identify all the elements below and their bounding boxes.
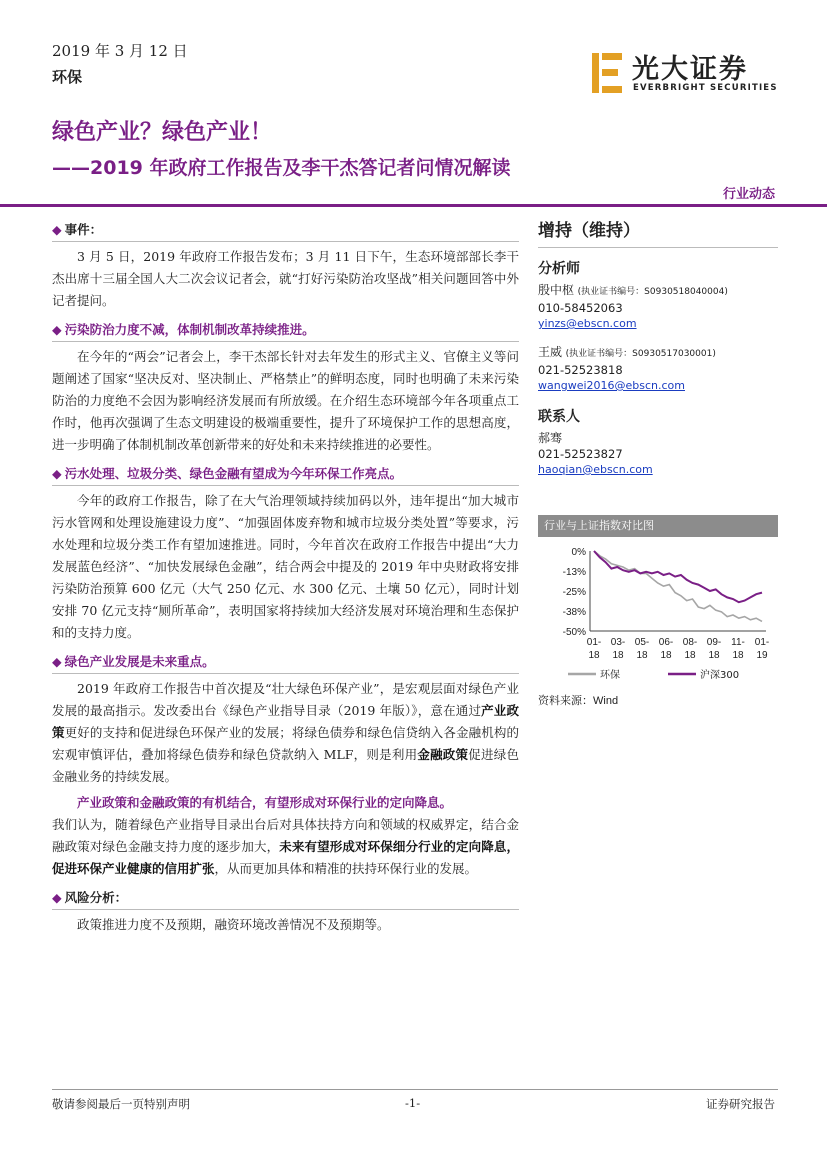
diamond-icon: ◆ [52, 322, 62, 337]
legend-label: 沪深300 [700, 670, 740, 681]
contact-1 [538, 430, 778, 478]
x-tick-label-year: 18 [708, 650, 720, 661]
diamond-icon: ◆ [52, 222, 62, 237]
bold-industrial-policy: 产业政策 [52, 703, 519, 740]
brand-logo [590, 47, 780, 99]
x-tick-label: 06- [658, 637, 674, 648]
y-tick-label: -25% [562, 587, 586, 598]
contact-heading: 联系人 [538, 409, 580, 425]
analyst-cert: (执业证书编号：S0930518040004) [577, 287, 728, 297]
x-tick-label-year: 18 [732, 650, 744, 661]
analyst-heading: 分析师 [538, 261, 580, 277]
x-tick-label-year: 18 [636, 650, 648, 661]
main-content [52, 216, 519, 940]
analyst-2 [538, 344, 778, 394]
report-sector: 环保 [52, 69, 83, 86]
bold-financial-policy: 金融政策 [417, 747, 469, 762]
risk-text: 政策推进力度不及预期，融资环境改善情况不及预期等。 [77, 917, 390, 932]
y-tick-label: -38% [562, 607, 586, 618]
footer-divider [52, 1089, 778, 1090]
diamond-icon: ◆ [52, 466, 62, 481]
section-1-heading: ◆ 污染防治力度不减，体制机制改革持续推进。 [52, 316, 519, 342]
analyst-name: 殷中枢 [538, 283, 575, 297]
y-tick-label: -50% [562, 627, 586, 638]
chart-title: 行业与上证指数对比图 [538, 515, 778, 537]
y-tick-label: -13% [562, 567, 586, 578]
x-tick-label-year: 19 [756, 650, 768, 661]
section-3-heading: ◆ 绿色产业发展是未来重点。 [52, 648, 519, 674]
legend-label: 环保 [600, 670, 620, 681]
analyst-name: 王威 [538, 345, 563, 359]
risk-heading: ◆ 风险分析： [52, 884, 519, 910]
x-tick-label-year: 18 [612, 650, 624, 661]
section-3-text: 2019 年政府工作报告中首次提及“壮大绿色环保产业”，是宏观层面对绿色产业发展的最高指示。发改委出台《绿色产业指导目录（2019 年版）》，意在通过产业政策更好的支持和促进绿色环保产业的发展；将绿色债券和绿色信贷纳入各金融机构的宏观审慎评估，叠加将绿色债券和绿色贷款纳入 MLF，则是利用金融政策促进绿色金融业务的持续发展。 [52, 681, 519, 784]
contact-name: 郝骞 [538, 431, 563, 445]
analyst-phone: 010-58452063 [538, 301, 623, 315]
chart-plot [538, 537, 778, 685]
comparison-chart [538, 515, 778, 705]
sidebar-divider [538, 247, 778, 248]
brand-logo-mark-icon [590, 47, 626, 97]
analyst-email-link[interactable]: yinzs@ebscn.com [538, 317, 637, 330]
section-2-heading: ◆ 污水处理、垃圾分类、绿色金融有望成为今年环保工作亮点。 [52, 460, 519, 486]
page-subtitle: ——2019 年政府工作报告及李干杰答记者问情况解读 [52, 157, 511, 179]
chart-source: 资料来源：Wind [538, 695, 619, 707]
analyst-email-link[interactable]: wangwei2016@ebscn.com [538, 379, 685, 392]
sidebar [538, 216, 778, 490]
document-type: 行业动态 [722, 187, 775, 202]
analyst-1 [538, 282, 778, 332]
event-text: 3 月 5 日，2019 年政府工作报告发布；3 月 11 日下午，生态环境部部长李干杰出席十三届全国人大二次会议记者会，就“打好污染防治攻坚战”相关问题回答中外记者提问。 [52, 249, 519, 308]
x-tick-label-year: 18 [660, 650, 672, 661]
callout-heading: 产业政策和金融政策的有机结合，有望形成对环保行业的定向降息。 [77, 795, 453, 810]
analyst-phone: 021-52523818 [538, 363, 623, 377]
x-tick-label: 05- [634, 637, 650, 648]
header-divider [0, 204, 827, 207]
y-tick-label: 0% [571, 547, 586, 558]
x-tick-label: 09- [706, 637, 722, 648]
diamond-icon: ◆ [52, 654, 62, 669]
analyst-cert: (执业证书编号：S0930517030001) [565, 349, 716, 359]
report-date: 2019 年 3 月 12 日 [52, 42, 188, 60]
footer-disclaimer: 敬请参阅最后一页特别声明 [52, 1097, 190, 1111]
section-1-text: 在今年的“两会”记者会上，李干杰部长针对去年发生的形式主义、官僚主义等问题阐述了国家“坚决反对、坚决制止、严格禁止”的鲜明态度，同时也明确了未来污染防治的力度绝不会因为影响经济发展而有所放缓。在介绍生态环境部今年各项重点工作时，他再次强调了生态文明建设的极端重要性，提升了环境保护工作的思想高度，进一步明确了体制机制改革创新带来的好处和未来持续推进的必要性。 [52, 349, 519, 452]
section-2-text: 今年的政府工作报告，除了在大气治理领域持续加码以外，违年提出“加大城市污水管网和处理设施建设力度”、“加强固体废弃物和城市垃圾分类处置”等要求，污水处理和垃圾分类工作有望加速推进。同时，今年首次在政府工作报告中提出“大力发展蓝色经济”、“加快发展绿色金融”，结合两会中提及的 2019 年中央财政将安排污染防治预算 600 亿元（大气 250 亿元、水 300 亿元、土壤 50 亿元），同时计划安排 70 亿元支持“厕所革命”，表明国家将持续加大经济发展对环境治理和生态保护和的支持力度。 [52, 493, 519, 640]
x-tick-label-year: 18 [588, 650, 600, 661]
callout-bold: 未来有望形成对环保细分行业的定向降息，促进环保产业健康的信用扩张 [52, 839, 519, 876]
x-tick-label: 03- [610, 637, 626, 648]
brand-logo-cn: 光大证券 [632, 54, 748, 85]
footer-report-type: 证券研究报告 [706, 1097, 775, 1111]
x-tick-label-year: 18 [684, 650, 696, 661]
callout-text: 我们认为，随着绿色产业指导目录出台后对具体扶持方向和领域的权威界定，结合金融政策对绿色金融支持力度的逐步加大，未来有望形成对环保细分行业的定向降息，促进环保产业健康的信用扩张，从而更加具体和精准的扶持环保行业的发展。 [52, 817, 519, 876]
x-tick-label: 08- [682, 637, 698, 648]
page-number: -1- [405, 1096, 421, 1110]
diamond-icon: ◆ [52, 890, 62, 905]
brand-logo-en: EVERBRIGHT SECURITIES [633, 83, 778, 93]
x-tick-label: 01- [754, 637, 770, 648]
x-tick-label: 11- [731, 637, 745, 648]
contact-phone: 021-52523827 [538, 447, 623, 461]
event-heading: ◆ 事件： [52, 216, 519, 242]
series-line-1 [594, 551, 762, 621]
x-tick-label: 01- [586, 637, 602, 648]
page-title: 绿色产业？绿色产业！ [52, 120, 273, 145]
rating: 增持（维持） [538, 221, 640, 241]
contact-email-link[interactable]: haoqian@ebscn.com [538, 463, 653, 476]
